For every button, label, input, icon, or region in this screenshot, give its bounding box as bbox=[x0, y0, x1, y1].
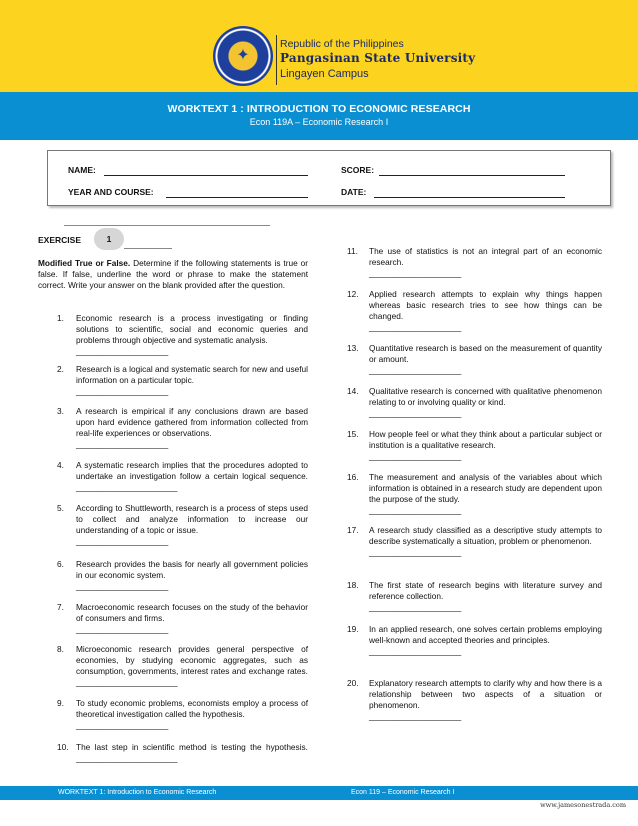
header-divider bbox=[276, 35, 277, 85]
question-text: Research provides the basis for nearly all government policies in our economic system. bbox=[76, 559, 308, 580]
question-item bbox=[57, 559, 308, 592]
question-item bbox=[347, 289, 602, 333]
answer-blank[interactable]: ____________________ bbox=[369, 711, 462, 721]
question-item bbox=[57, 503, 308, 547]
question-number: 8. bbox=[57, 644, 64, 654]
question-number: 12. bbox=[347, 289, 359, 299]
question-number: 15. bbox=[347, 429, 359, 439]
question-item bbox=[57, 364, 308, 397]
question-item bbox=[57, 602, 308, 635]
question-number: 6. bbox=[57, 559, 64, 569]
footer-left-text: WORKTEXT 1: Introduction to Economic Research bbox=[58, 789, 217, 796]
question-text: The first state of research begins with literature survey and reference collection. bbox=[369, 580, 602, 601]
question-text: In an applied research, one solves certain problems employing well-known and accepted theories and principles. bbox=[369, 624, 602, 645]
question-number: 20. bbox=[347, 678, 359, 688]
question-item bbox=[347, 678, 602, 722]
question-text: To study economic problems, economists employ a process of theoretical investigation called the hypothesis. bbox=[76, 698, 308, 719]
answer-blank[interactable]: ____________________ bbox=[76, 581, 169, 591]
footer-right-text: Econ 119 – Economic Research I bbox=[351, 789, 455, 796]
answer-blank[interactable]: ____________________ bbox=[369, 268, 462, 278]
question-item bbox=[57, 742, 308, 764]
question-text: The measurement and analysis of the variables about which information is obtained in a research study are dependent upon the purpose of the study. bbox=[369, 472, 602, 504]
question-text: Applied research attempts to explain why things happen whereas basic research tries to see how things can be changed. bbox=[369, 289, 602, 321]
question-item bbox=[57, 460, 308, 493]
question-text: Quantitative research is based on the measurement of quantity or amount. bbox=[369, 343, 602, 364]
question-item bbox=[347, 429, 602, 462]
question-text: A research study classified as a descriptive study attempts to describe systematically a situation, problem or phenomenon. bbox=[369, 525, 602, 546]
question-item bbox=[347, 386, 602, 419]
question-text: According to Shuttleworth, research is a process of steps used to collect and analyze information to increase our understanding of a topic or issue. bbox=[76, 503, 308, 535]
university-header bbox=[0, 0, 638, 92]
question-number: 14. bbox=[347, 386, 359, 396]
exercise-bottom-rule bbox=[124, 248, 172, 249]
answer-blank[interactable]: ____________________ bbox=[369, 602, 462, 612]
question-item bbox=[347, 246, 602, 279]
answer-blank[interactable]: ____________________ bbox=[369, 646, 462, 656]
answer-blank[interactable]: ____________________ bbox=[369, 408, 462, 418]
question-number: 5. bbox=[57, 503, 64, 513]
question-item bbox=[347, 580, 602, 613]
question-item bbox=[57, 698, 308, 731]
question-item bbox=[57, 644, 308, 688]
question-number: 9. bbox=[57, 698, 64, 708]
exercise-label: EXERCISE bbox=[38, 235, 81, 245]
question-number: 16. bbox=[347, 472, 359, 482]
score-label: SCORE: bbox=[341, 165, 375, 175]
question-number: 4. bbox=[57, 460, 64, 470]
question-number: 19. bbox=[347, 624, 359, 634]
question-number: 7. bbox=[57, 602, 64, 612]
worktext-title: WORKTEXT 1 : INTRODUCTION TO ECONOMIC RESEARCH bbox=[167, 103, 471, 115]
campus-name: Lingayen Campus bbox=[280, 68, 369, 80]
date-label: DATE: bbox=[341, 187, 367, 197]
question-text: How people feel or what they think about a particular subject or institution is a qualitative research. bbox=[369, 429, 602, 450]
question-number: 13. bbox=[347, 343, 359, 353]
answer-blank[interactable]: ____________________ bbox=[369, 451, 462, 461]
title-band bbox=[0, 92, 638, 140]
question-item bbox=[347, 624, 602, 657]
year-course-field[interactable] bbox=[166, 197, 308, 198]
seal-bird-icon: ✦ bbox=[229, 42, 257, 70]
question-text: Macroeconomic research focuses on the study of the behavior of consumers and firms. bbox=[76, 602, 308, 623]
question-text: Economic research is a process investigating or finding solutions to scientific, social and economic queries and problems through objective and systematic analysis. bbox=[76, 313, 308, 345]
exercise-top-rule bbox=[64, 225, 270, 226]
answer-blank[interactable]: ____________________ bbox=[76, 346, 169, 356]
republic-text: Republic of the Philippines bbox=[280, 38, 404, 50]
question-number: 11. bbox=[347, 246, 358, 256]
question-item bbox=[347, 525, 602, 558]
answer-blank[interactable]: ____________________ bbox=[369, 505, 462, 515]
question-item bbox=[57, 406, 308, 450]
question-number: 3. bbox=[57, 406, 64, 416]
question-text: A systematic research implies that the procedures adopted to undertake an investigation follow a certain logical sequence. ______________________ bbox=[76, 460, 308, 492]
instruction-text: Determine if the following statements is true or false. If false, underline the word or phrase to make the statement correct. Write your answer on the blank provided after the question. bbox=[38, 258, 308, 290]
answer-blank[interactable]: ____________________ bbox=[369, 322, 462, 332]
answer-blank[interactable]: ____________________ bbox=[76, 624, 169, 634]
score-field[interactable] bbox=[379, 175, 565, 176]
question-number: 10. bbox=[57, 742, 69, 752]
university-seal-icon bbox=[213, 26, 273, 86]
question-item bbox=[57, 313, 308, 357]
footer-band bbox=[0, 786, 638, 800]
question-text: A research is empirical if any conclusions drawn are based upon hard evidence gathered from information collected from real-life experiences or observations. bbox=[76, 406, 308, 438]
question-number: 17. bbox=[347, 525, 359, 535]
answer-blank[interactable]: ____________________ bbox=[76, 386, 169, 396]
website-link[interactable]: www.jamesonestrada.com bbox=[540, 801, 626, 809]
answer-blank[interactable]: ____________________ bbox=[76, 720, 169, 730]
question-text: The use of statistics is not an integral part of an economic research. bbox=[369, 246, 602, 267]
year-course-label: YEAR AND COURSE: bbox=[68, 187, 154, 197]
answer-blank[interactable]: ____________________ bbox=[76, 439, 169, 449]
student-info-box bbox=[47, 150, 611, 206]
question-text: Research is a logical and systematic search for new and useful information on a particular topic. bbox=[76, 364, 308, 385]
answer-blank[interactable]: ____________________ bbox=[369, 365, 462, 375]
course-subtitle: Econ 119A – Economic Research I bbox=[249, 117, 389, 127]
university-name: Pangasinan State University bbox=[280, 51, 476, 65]
answer-blank[interactable]: ____________________ bbox=[76, 536, 169, 546]
name-field[interactable] bbox=[104, 175, 308, 176]
question-text: Microeconomic research provides general perspective of economies, by studying economic aggregates, such as consumption, governments, interest rates and exchange rates. ______________________ bbox=[76, 644, 308, 687]
question-item bbox=[347, 343, 602, 376]
answer-blank[interactable]: ____________________ bbox=[369, 547, 462, 557]
instruction-type: Modified True or False. bbox=[38, 258, 131, 268]
question-text: Explanatory research attempts to clarify why and how there is a relationship between two aspects of a situation or phenomenon. bbox=[369, 678, 602, 710]
question-number: 18. bbox=[347, 580, 359, 590]
question-text: The last step in scientific method is testing the hypothesis. ______________________ bbox=[76, 742, 308, 763]
exercise-number-badge: 1 bbox=[94, 228, 124, 250]
question-number: 1. bbox=[57, 313, 64, 323]
name-label: NAME: bbox=[68, 165, 96, 175]
date-field[interactable] bbox=[374, 197, 565, 198]
question-text: Qualitative research is concerned with qualitative phenomenon relating to or involving quality or kind. bbox=[369, 386, 602, 407]
exercise-instructions bbox=[38, 258, 308, 291]
question-item bbox=[347, 472, 602, 516]
question-number: 2. bbox=[57, 364, 64, 374]
